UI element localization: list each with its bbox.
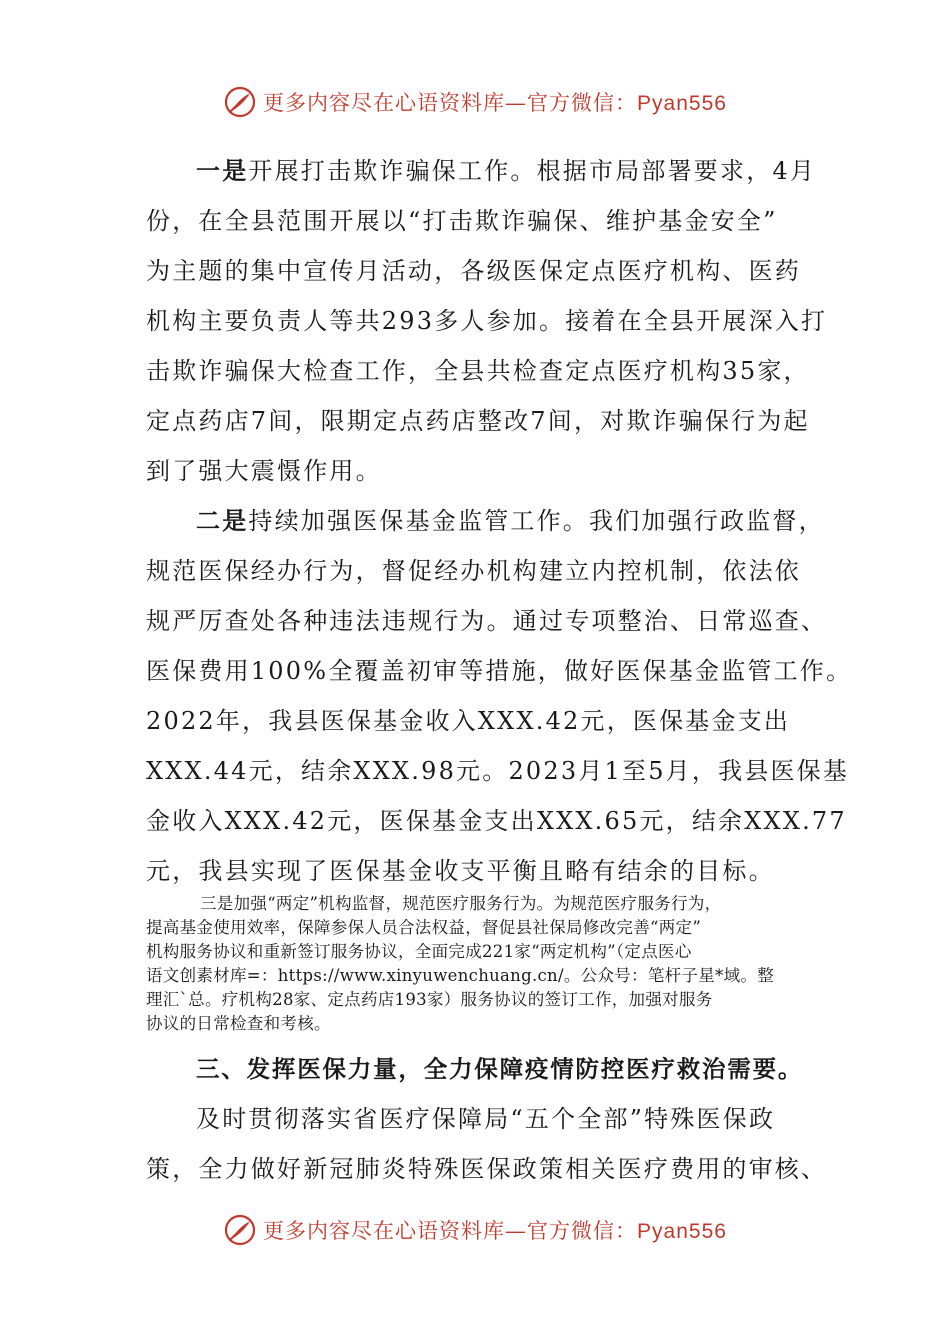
quill-logo-icon	[223, 1213, 257, 1247]
section-heading: 三、发挥医保力量，全力保障疫情防控医疗救治需要。	[196, 1055, 804, 1083]
paragraph-line: 份，在全县范围开展以“打击欺诈骗保、维护基金安全”	[146, 207, 778, 235]
small-paragraph-line: 语文创素材库=：https://www.xinyuwenchuang.cn/。公众号：笔杆子星*域。整	[146, 966, 774, 985]
paragraph-line: 为主题的集中宣传月活动，各级医保定点医疗机构、医药	[146, 257, 801, 285]
paragraph-line: 规范医保经办行为，督促经办机构建立内控机制，依法依	[146, 557, 801, 585]
paragraph-line: 元，我县实现了医保基金收支平衡且略有结余的目标。	[146, 857, 775, 885]
paragraph-line: 二是持续加强医保基金监管工作。我们加强行政监督，	[196, 507, 825, 535]
paragraph-line: 及时贯彻落实省医疗保障局“五个全部”特殊医保政	[196, 1105, 776, 1133]
quill-logo-icon	[223, 85, 257, 119]
paragraph-line: 到了强大震慑作用。	[146, 457, 382, 485]
paragraph-line: 金收入XXX.42元，医保基金支出XXX.65元，结余XXX.77	[146, 807, 847, 835]
small-paragraph-line: 机构服务协议和重新签订服务协议，全面完成221家“两定机构”（定点医心	[146, 942, 692, 961]
paragraph-line: 策，全力做好新冠肺炎特殊医保政策相关医疗费用的审核、	[146, 1155, 828, 1183]
small-paragraph-line: 理汇`总。疗机构28家、定点药店193家）服务协议的签订工作，加强对服务	[146, 990, 713, 1009]
paragraph-line: 击欺诈骗保大检查工作，全县共检查定点医疗机构35家，	[146, 357, 810, 385]
paragraph-line: 2022年，我县医保基金收入XXX.42元，医保基金支出	[146, 707, 791, 735]
lead-label: 二是	[196, 507, 249, 535]
banner-text: 更多内容尽在心语资料库—官方微信：Pyan556	[263, 1219, 727, 1243]
paragraph-line: XXX.44元，结余XXX.98元。2023月1至5月，我县医保基	[146, 757, 850, 785]
paragraph-line: 一是开展打击欺诈骗保工作。根据市局部署要求，4月	[196, 157, 817, 185]
small-paragraph-line: 三是加强“两定”机构监督，规范医疗服务行为。为规范医疗服务行为，	[200, 894, 722, 913]
footer-banner	[0, 1210, 950, 1250]
banner-text: 更多内容尽在心语资料库—官方微信：Pyan556	[263, 91, 727, 115]
paragraph-line: 机构主要负责人等共293多人参加。接着在全县开展深入打	[146, 307, 828, 335]
small-paragraph-line: 提高基金使用效率，保障参保人员合法权益，督促县社保局修改完善“两定”	[146, 918, 702, 937]
lead-label: 一是	[196, 157, 249, 185]
wechat-id: Pyan556	[637, 1220, 727, 1243]
paragraph-line: 定点药店7间，限期定点药店整改7间，对欺诈骗保行为起	[146, 407, 810, 435]
paragraph-line: 规严厉查处各种违法违规行为。通过专项整治、日常巡查、	[146, 607, 828, 635]
wechat-id: Pyan556	[637, 92, 727, 115]
header-banner	[0, 82, 950, 122]
paragraph-line: 医保费用100%全覆盖初审等措施，做好医保基金监管工作。	[146, 657, 853, 685]
small-paragraph-line: 协议的日常检查和考核。	[146, 1014, 331, 1033]
